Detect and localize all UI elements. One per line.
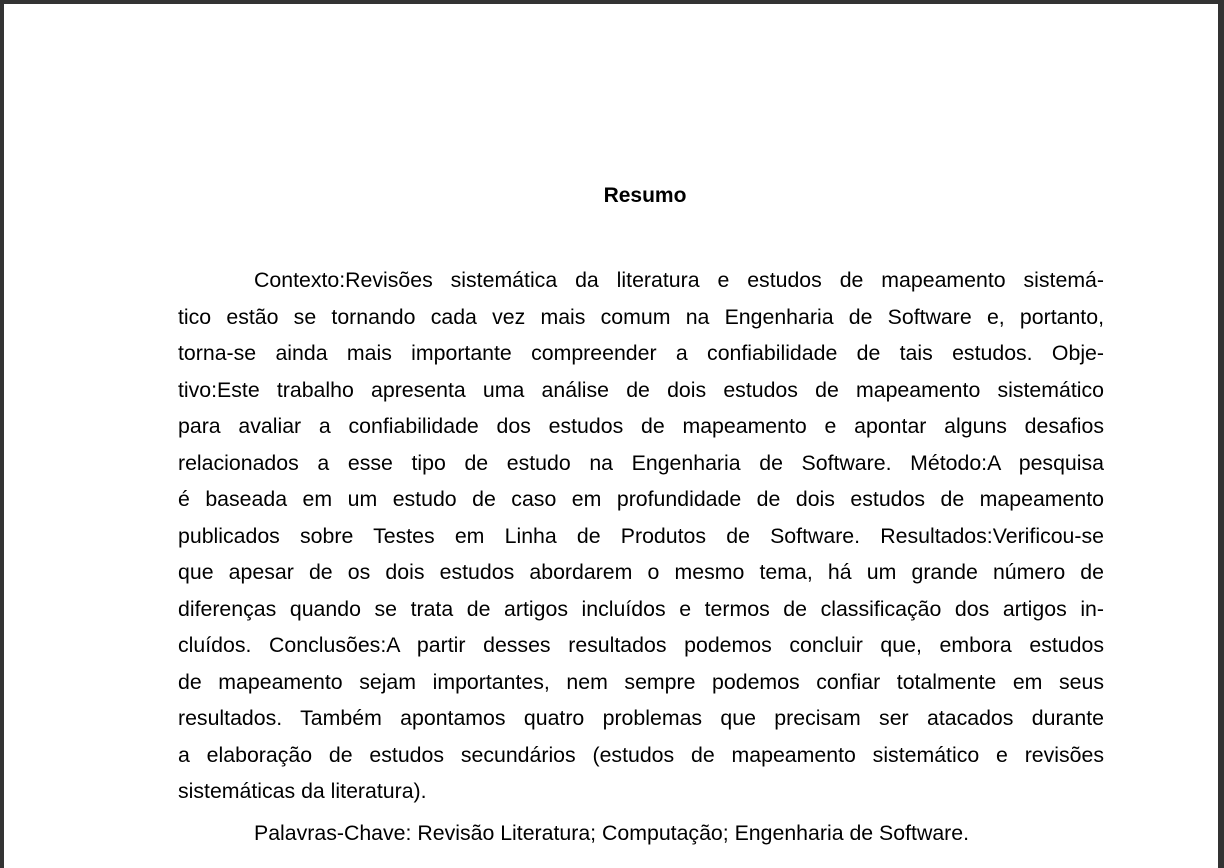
abstract-line: relacionados a esse tipo de estudo na Engenharia de Software. Método:A pesquisa (178, 450, 1104, 475)
abstract-line: de mapeamento sejam importantes, nem sempre podemos confiar totalmente em seus (178, 669, 1104, 694)
abstract-body (178, 262, 1104, 810)
abstract-line: publicados sobre Testes em Linha de Produtos de Software. Resultados:Verificou-se (178, 523, 1104, 548)
abstract-line: a elaboração de estudos secundários (estudos de mapeamento sistemático e revisões (178, 742, 1104, 767)
document-page (4, 4, 1218, 868)
abstract-line: tico estão se tornando cada vez mais comum na Engenharia de Software e, portanto, (178, 304, 1104, 329)
abstract-line: cluídos. Conclusões:A partir desses resultados podemos concluir que, embora estudos (178, 633, 1104, 657)
keywords: Palavras-Chave: Revisão Literatura; Computação; Engenharia de Software. (254, 821, 970, 845)
abstract-line: tivo:Este trabalho apresenta uma análise de dois estudos de mapeamento sistemático (178, 377, 1104, 402)
abstract-line: sistemáticas da literatura). (178, 779, 427, 803)
abstract-line: é baseada em um estudo de caso em profundidade de dois estudos de mapeamento (178, 487, 1104, 511)
abstract-line: Contexto:Revisões sistemática da literatura e estudos de mapeamento sistemá- (254, 268, 1104, 292)
abstract-line: para avaliar a confiabilidade dos estudos de mapeamento e apontar alguns desafios (178, 414, 1104, 438)
abstract-title: Resumo (603, 184, 687, 207)
abstract-line: resultados. Também apontamos quatro problemas que precisam ser atacados durante (178, 706, 1104, 730)
abstract-line: que apesar de os dois estudos abordarem o mesmo tema, há um grande número de (178, 560, 1104, 584)
abstract-line: torna-se ainda mais importante compreender a confiabilidade de tais estudos. Obje- (178, 341, 1104, 365)
abstract-line: diferenças quando se trata de artigos incluídos e termos de classificação dos artigos in- (178, 596, 1104, 621)
